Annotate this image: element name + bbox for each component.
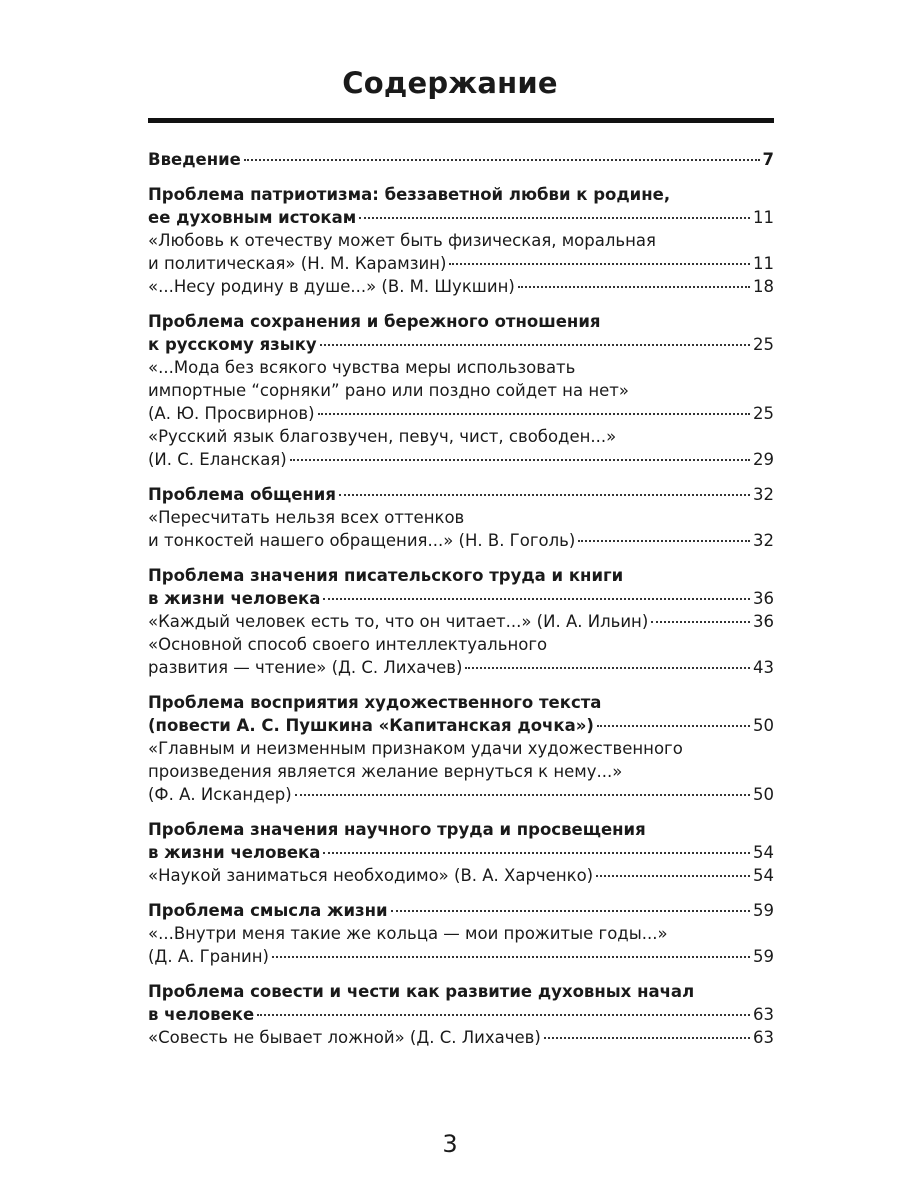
page-ref: 32 <box>753 485 774 504</box>
entry-text: импортные “сорняки” рано или поздно сойдет на нет» <box>148 381 629 400</box>
entry-line <box>148 529 774 552</box>
entry-text: (Д. А. Гранин) <box>148 947 269 966</box>
toc-intro-page: 7 <box>762 150 774 169</box>
page-ref: 50 <box>753 785 774 804</box>
section-heading-text: Проблема патриотизма: беззаветной любви к родине, <box>148 185 671 204</box>
section-heading-line <box>148 1003 774 1026</box>
leader-dots <box>295 794 750 796</box>
entry-text: «...Несу родину в душе...» (В. М. Шукшин) <box>148 277 515 296</box>
section-heading-line <box>148 206 774 229</box>
leader-dots <box>339 494 750 496</box>
leader-dots <box>596 875 750 877</box>
section-heading-line <box>148 183 774 206</box>
leader-dots <box>244 159 760 161</box>
leader-dots <box>323 852 750 854</box>
page-ref: 29 <box>753 450 774 469</box>
section-heading-line <box>148 691 774 714</box>
entry-line <box>148 760 774 783</box>
entry-line <box>148 1026 774 1049</box>
entry-text: развития — чтение» (Д. С. Лихачев) <box>148 658 463 677</box>
entry-text: и политическая» (Н. М. Карамзин) <box>148 254 447 273</box>
entry-text: (Ф. А. Искандер) <box>148 785 292 804</box>
toc-sections <box>148 171 774 1049</box>
leader-dots <box>597 725 750 727</box>
entry-line <box>148 425 774 448</box>
section-gap <box>148 298 774 310</box>
section-heading-text: Проблема сохранения и бережного отношения <box>148 312 601 331</box>
entry-line <box>148 783 774 806</box>
entry-text: и тонкостей нашего обращения...» (Н. В. Гоголь) <box>148 531 576 550</box>
entry-line <box>148 229 774 252</box>
title-divider <box>148 118 774 123</box>
page-ref: 11 <box>753 208 774 227</box>
entry-line <box>148 448 774 471</box>
entry-line <box>148 864 774 887</box>
section-heading-text: Проблема восприятия художественного текста <box>148 693 602 712</box>
entry-text: (И. С. Еланская) <box>148 450 287 469</box>
entry-text: «...Внутри меня такие же кольца — мои прожитые годы...» <box>148 924 668 943</box>
entry-text: (А. Ю. Просвирнов) <box>148 404 315 423</box>
section-heading-line <box>148 587 774 610</box>
section-heading-line <box>148 899 774 922</box>
section-heading-line <box>148 714 774 737</box>
page-ref: 63 <box>753 1028 774 1047</box>
entry-line <box>148 252 774 275</box>
page-number: 3 <box>442 1130 458 1158</box>
section-heading-text: Проблема значения научного труда и просвещения <box>148 820 646 839</box>
entry-text: «Любовь к отечеству может быть физическая, моральная <box>148 231 656 250</box>
leader-dots <box>272 956 750 958</box>
page-ref: 43 <box>753 658 774 677</box>
entry-line <box>148 275 774 298</box>
page-ref: 36 <box>753 589 774 608</box>
section-heading-line <box>148 483 774 506</box>
leader-dots <box>651 621 750 623</box>
section-heading-line <box>148 564 774 587</box>
entry-text: произведения является желание вернуться к нему...» <box>148 762 623 781</box>
section-heading-line <box>148 333 774 356</box>
entry-line <box>148 402 774 425</box>
leader-dots <box>544 1037 750 1039</box>
leader-dots <box>318 413 750 415</box>
leader-dots <box>290 459 750 461</box>
entry-text: «Совесть не бывает ложной» (Д. С. Лихачев) <box>148 1028 541 1047</box>
leader-dots <box>518 286 750 288</box>
page-ref: 36 <box>753 612 774 631</box>
page-ref: 25 <box>753 335 774 354</box>
page-ref: 54 <box>753 843 774 862</box>
page-ref: 11 <box>753 254 774 273</box>
page-ref: 59 <box>753 947 774 966</box>
page-ref: 25 <box>753 404 774 423</box>
section-heading-text: ее духовным истокам <box>148 208 357 227</box>
page-ref: 18 <box>753 277 774 296</box>
leader-dots <box>257 1014 750 1016</box>
section-gap <box>148 887 774 899</box>
leader-dots <box>449 263 750 265</box>
section-heading-text: (повести А. С. Пушкина «Капитанская дочка») <box>148 716 594 735</box>
page-ref: 54 <box>753 866 774 885</box>
section-gap <box>148 171 774 183</box>
section-heading-line <box>148 980 774 1003</box>
entry-line <box>148 610 774 633</box>
section-heading-text: в жизни человека <box>148 589 321 608</box>
entry-line <box>148 356 774 379</box>
section-gap <box>148 471 774 483</box>
leader-dots <box>465 667 750 669</box>
section-heading-text: к русскому языку <box>148 335 317 354</box>
entry-line <box>148 945 774 968</box>
entry-text: «Главным и неизменным признаком удачи художественного <box>148 739 683 758</box>
leader-dots <box>320 344 750 346</box>
section-heading-text: Проблема смысла жизни <box>148 901 388 920</box>
toc-intro <box>148 148 774 171</box>
entry-line <box>148 633 774 656</box>
entry-text: «Пересчитать нельзя всех оттенков <box>148 508 465 527</box>
section-heading-line <box>148 310 774 333</box>
leader-dots <box>578 540 750 542</box>
entry-text: «Основной способ своего интеллектуального <box>148 635 548 654</box>
section-heading-text: в человеке <box>148 1005 255 1024</box>
page-title: Содержание <box>342 66 558 100</box>
section-gap <box>148 679 774 691</box>
section-gap <box>148 806 774 818</box>
section-heading-line <box>148 841 774 864</box>
page-ref: 63 <box>753 1005 774 1024</box>
section-gap <box>148 968 774 980</box>
section-heading-line <box>148 818 774 841</box>
table-of-contents <box>148 148 774 1049</box>
section-gap <box>148 552 774 564</box>
entry-text: «Наукой заниматься необходимо» (В. А. Харченко) <box>148 866 594 885</box>
entry-text: «...Мода без всякого чувства меры использовать <box>148 358 576 377</box>
leader-dots <box>359 217 750 219</box>
toc-intro-label: Введение <box>148 150 241 169</box>
page-ref: 59 <box>753 901 774 920</box>
entry-line <box>148 379 774 402</box>
section-heading-text: Проблема значения писательского труда и книги <box>148 566 624 585</box>
entry-line <box>148 922 774 945</box>
leader-dots <box>323 598 750 600</box>
entry-line <box>148 656 774 679</box>
leader-dots <box>391 910 750 912</box>
entry-line <box>148 737 774 760</box>
section-heading-text: Проблема совести и чести как развитие духовных начал <box>148 982 695 1001</box>
page-ref: 32 <box>753 531 774 550</box>
section-heading-text: в жизни человека <box>148 843 321 862</box>
entry-text: «Русский язык благозвучен, певуч, чист, свободен...» <box>148 427 617 446</box>
entry-line <box>148 506 774 529</box>
page-ref: 50 <box>753 716 774 735</box>
section-heading-text: Проблема общения <box>148 485 336 504</box>
entry-text: «Каждый человек есть то, что он читает...» (И. А. Ильин) <box>148 612 649 631</box>
